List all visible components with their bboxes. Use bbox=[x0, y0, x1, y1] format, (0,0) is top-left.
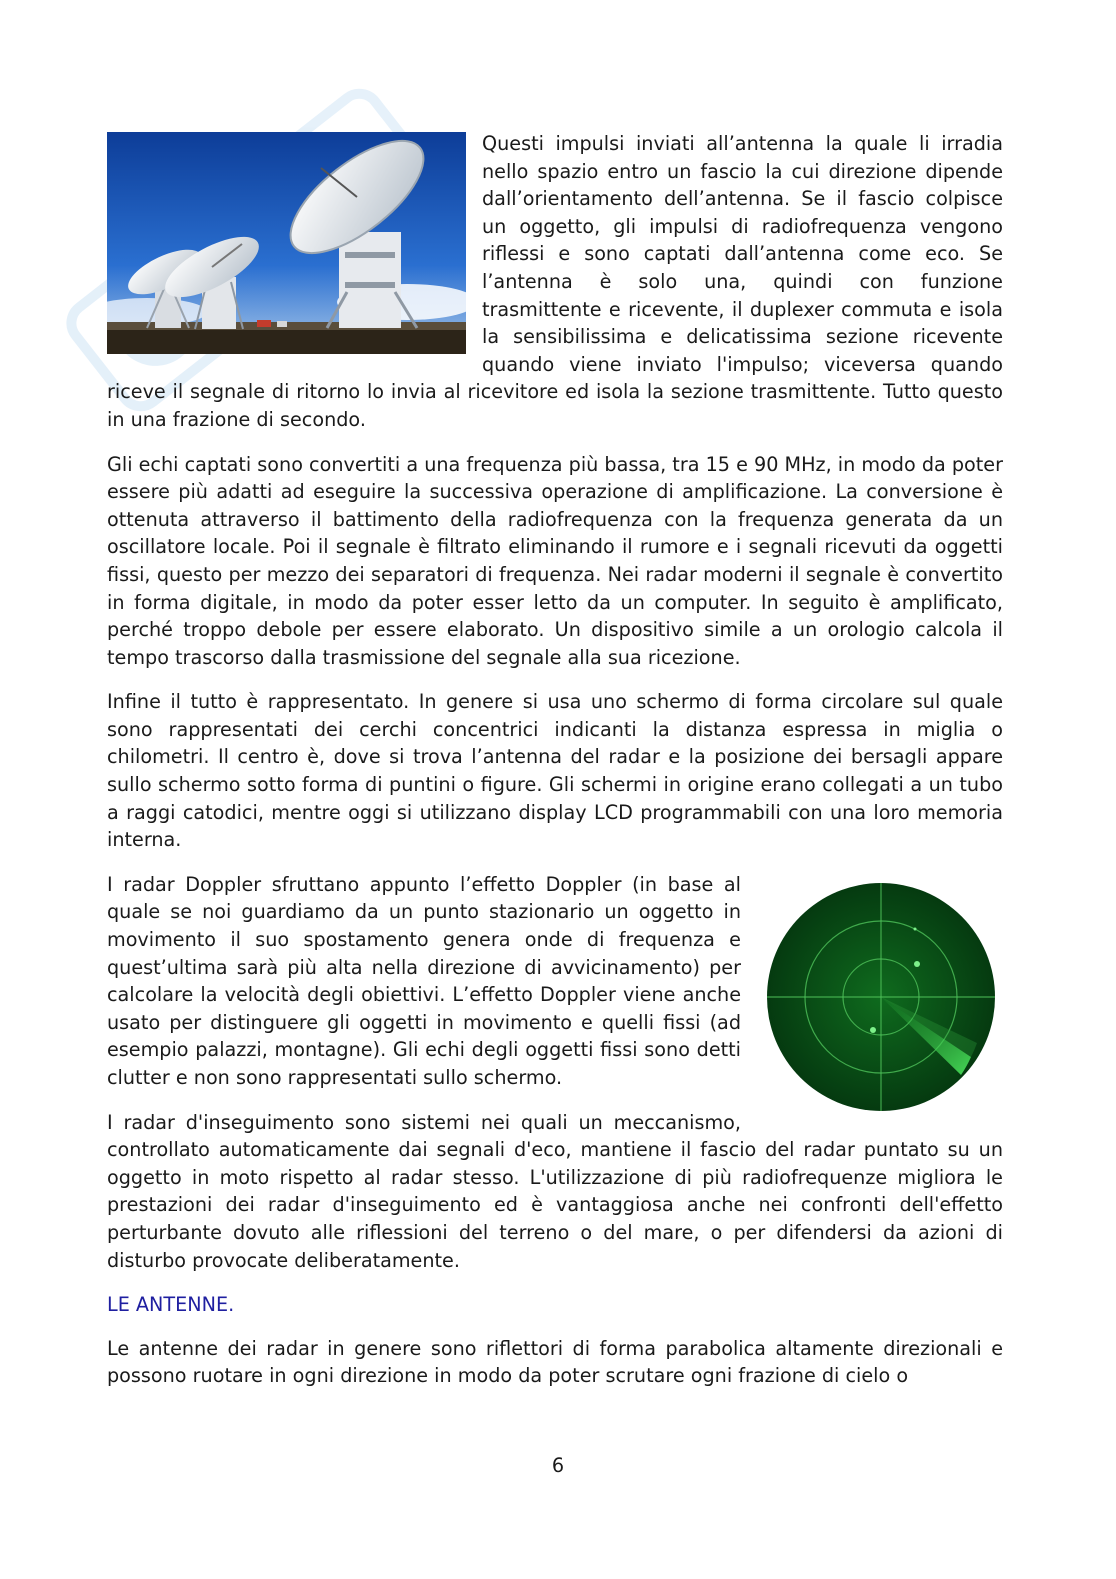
paragraph-2: Gli echi captati sono convertiti a una frequenza più bassa, tra 15 e 90 MHz, in modo da poter essere più adatti ad eseguire la successiva operazione di amplificazione. La conversione è ottenuta attraverso il battimento della radiofrequenza con la frequenza generata da un oscillatore locale. Poi il segnale è filtrato eliminando il rumore e i segnali ricevuti da oggetti fissi, questo per mezzo dei separatori di frequenza. Nei radar moderni il segnale è convertito in forma digitale, in modo da poter esser letto da un computer. In seguito è amplificato, perché troppo debole per essere elaborato. Un dispositivo simile a un orologio calcola il tempo trascorso dalla trasmissione del segnale alla sua ricezione. bbox=[107, 452, 1003, 669]
paragraph-1: Questi impulsi inviati all’antenna la quale li irradia nello spazio entro un fascio la cui direzione dipende dall’orientamento dell’antenna. Se il fascio colpisce un oggetto, gli impulsi di radiofrequenza vengono riflessi e sono captati dall’antenna come eco. Se l’antenna è solo una, quindi con funzione trasmittente e ricevente, il duplexer commuta e isola la sensibilissima e delicatissima sezione ricevente quando viene inviato l'impulso; viceversa quando riceve il segnale di ritorno lo invia al ricevitore ed isola la sezione trasmittente. Tutto questo in una frazione di secondo. bbox=[107, 132, 1003, 431]
antenna-photo bbox=[107, 132, 466, 354]
section-heading: LE ANTENNE. bbox=[107, 1293, 235, 1317]
radar-screen-image bbox=[765, 881, 997, 1113]
paragraph-6: Le antenne dei radar in genere sono riflettori di forma parabolica altamente direzionali e possono ruotare in ogni direzione in modo da poter scrutare ogni frazione di cielo o bbox=[107, 1336, 1003, 1388]
paragraph-3: Infine il tutto è rappresentato. In genere si usa uno schermo di forma circolare sul quale sono rappresentati dei cerchi concentrici indicanti la distanza espressa in miglia o chilometri. Il centro è, dove si trova l’antenna del radar e la posizione dei bersagli appare sullo schermo sotto forma di puntini o figure. Gli schermi in origine erano collegati a un tubo a raggi catodici, mentre oggi si utilizzano display LCD programmabili con una loro memoria interna. bbox=[107, 690, 1003, 852]
paragraph-4: I radar Doppler sfruttano appunto l’effetto Doppler (in base al quale se noi guardiamo da un punto stazionario un oggetto in movimento il suo spostamento genera onde di frequenza e quest’ultima sarà più alta nella direzione di avvicinamento) per calcolare la velocità degli obiettivi. L’effetto Doppler viene anche usato per distinguere gli oggetti in movimento e quelli fissi (ad esempio palazzi, montagne). Gli echi degli oggetti fissi sono detti clutter e non sono rappresentati sullo schermo. bbox=[107, 872, 741, 1089]
page-number: 6 bbox=[551, 1454, 565, 1477]
document-body bbox=[107, 130, 1003, 1407]
paragraph-5: I radar d'inseguimento sono sistemi nei quali un meccanismo, controllato automaticamente dai segnali d'eco, mantiene il fascio del radar puntato su un oggetto in moto rispetto al radar stesso. L'utilizzazione di più radiofrequenze migliora le prestazioni dei radar d'inseguimento ed è vantaggiosa anche nei confronti dell'effetto perturbante dovuto alle riflessioni del terreno o del mare, o per difendersi da azioni di disturbo provocate deliberatamente. bbox=[107, 1110, 1003, 1272]
